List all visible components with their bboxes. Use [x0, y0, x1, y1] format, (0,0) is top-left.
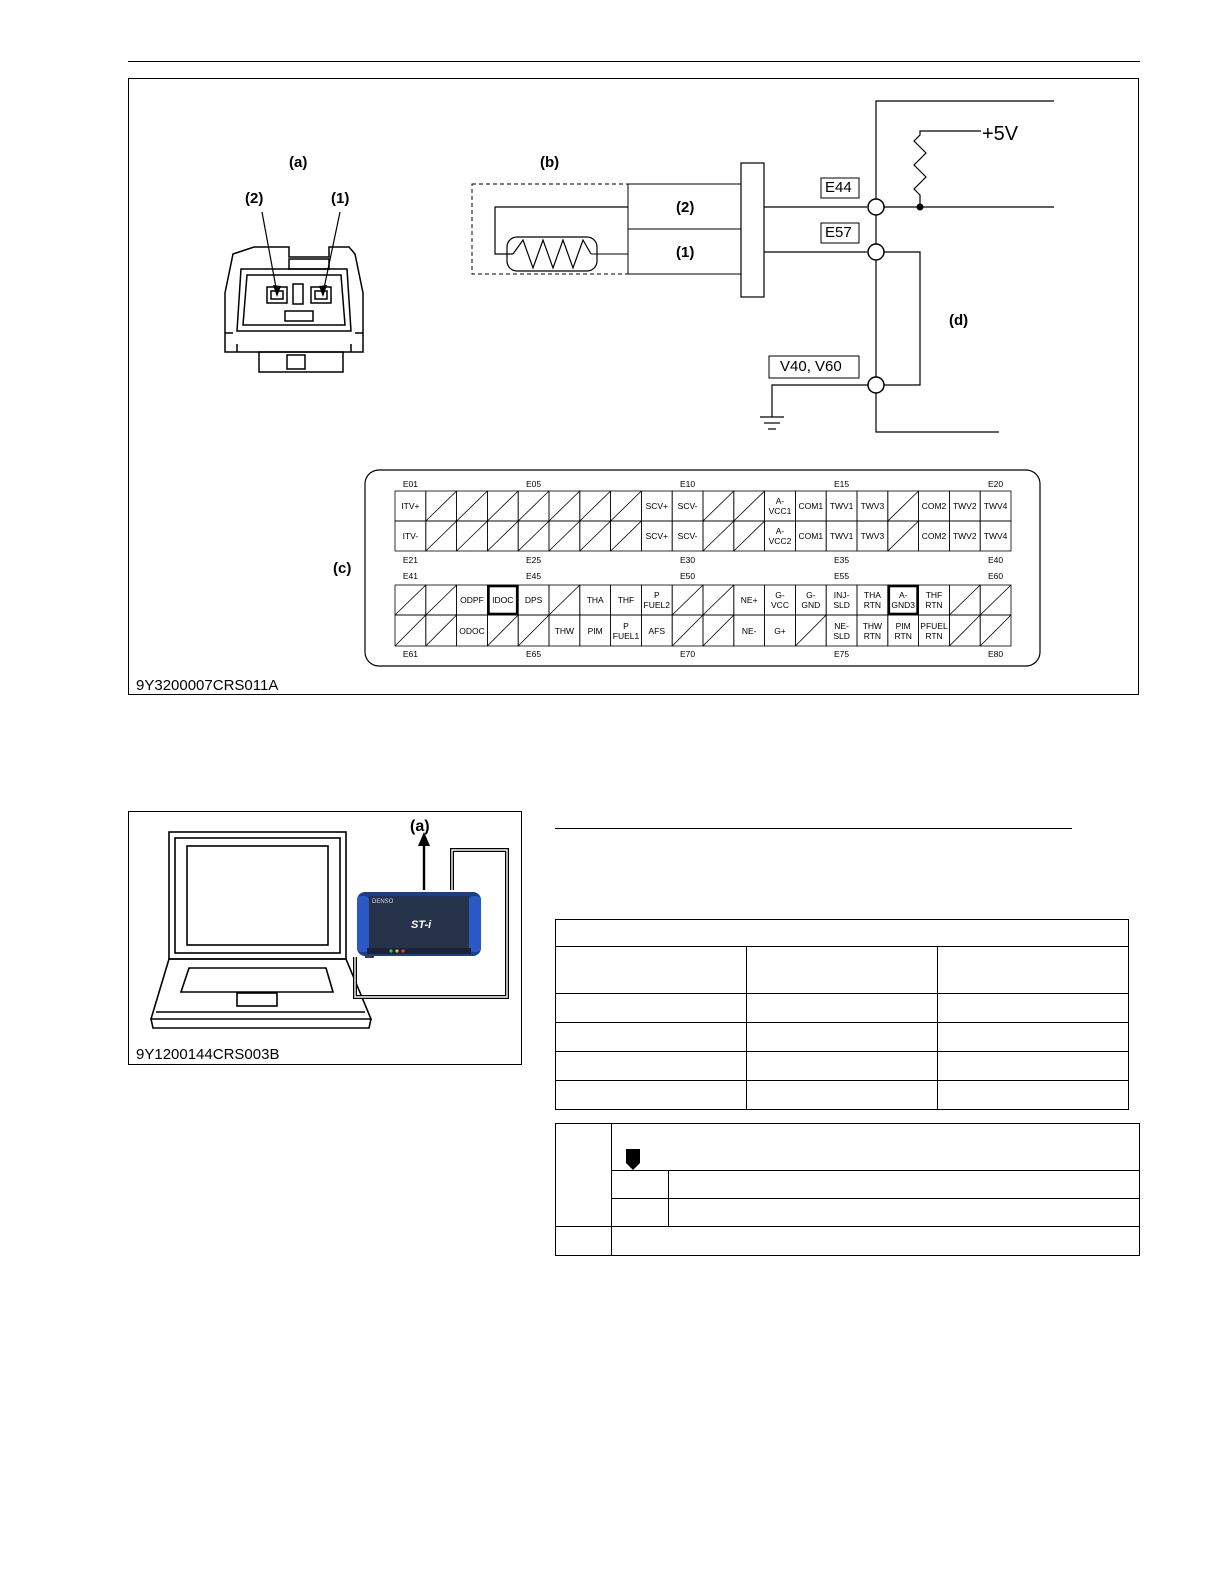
pin-label: PFUEL RTN	[920, 620, 948, 641]
pin-label: IDOC	[492, 595, 514, 605]
pin-label: A- VCC2	[768, 526, 792, 546]
pullup-resistor	[914, 131, 981, 207]
device-brand: DENSO	[372, 899, 394, 905]
result-cell	[612, 1199, 669, 1227]
ecu-outline	[876, 101, 1054, 432]
pin-label: COM1	[798, 531, 824, 541]
pin-label: G+	[774, 625, 786, 636]
section-title-rule	[555, 828, 1072, 829]
pin-label: COM2	[921, 531, 947, 541]
result-header-cell	[612, 1124, 1140, 1171]
label-c: (c)	[333, 560, 352, 577]
result-cell	[612, 1171, 669, 1199]
pin-label: COM2	[921, 501, 947, 511]
result-table	[555, 1123, 1140, 1256]
result-cell	[556, 1227, 612, 1256]
pin-label: THW	[554, 625, 575, 636]
pin-number: E41	[402, 571, 418, 581]
pin-label: DPS	[524, 595, 543, 605]
label-a: (a)	[289, 154, 308, 171]
pin-label: A- GND3	[891, 590, 915, 610]
pin-label: ODPF	[460, 595, 484, 605]
pin-label: ITV-	[402, 531, 419, 541]
supply-voltage: +5V	[982, 123, 1019, 145]
pin-label: SCV-	[677, 531, 698, 541]
specification-table	[555, 919, 1129, 1110]
pin-label: AFS	[648, 625, 666, 636]
label-pin2: (2)	[245, 190, 264, 207]
pin-label: TWV4	[983, 501, 1008, 511]
pin-number: E10	[680, 479, 696, 489]
pin-label: PIM RTN	[894, 620, 912, 641]
pin-number: E60	[988, 571, 1004, 581]
pin-number: E21	[402, 555, 418, 565]
pin-label: P FUEL1	[612, 620, 640, 641]
result-cell	[612, 1227, 1140, 1256]
label-pin1: (1)	[331, 190, 350, 207]
pin-label: THA RTN	[863, 590, 882, 610]
wire-label-2: (2)	[676, 199, 695, 216]
pin-number: E25	[526, 555, 542, 565]
pin-label: NE-	[741, 625, 757, 636]
pin-label: INJ- SLD	[833, 590, 850, 610]
pin-label: ODOC	[459, 625, 485, 636]
result-cell	[669, 1199, 1140, 1227]
label-a: (a)	[410, 818, 430, 835]
terminal-v40-v60: V40, V60	[780, 358, 842, 375]
laptop-keyboard	[181, 968, 333, 992]
result-cell	[669, 1171, 1140, 1199]
spec-header-cell	[938, 947, 1129, 994]
table-row	[556, 994, 1129, 1023]
spec-header-cell	[556, 947, 747, 994]
pin-number: E55	[834, 571, 850, 581]
pin-label: SCV-	[677, 501, 698, 511]
laptop-and-adapter-illustration	[129, 812, 523, 1066]
pin-number: E45	[526, 571, 542, 581]
device-name: ST-i	[411, 919, 432, 931]
pin-number: E01	[402, 479, 418, 489]
pin-label: ITV+	[401, 501, 420, 511]
pin-label: G- GND	[801, 590, 821, 610]
pin-label: SCV+	[645, 501, 669, 511]
pin-label: G- VCC	[771, 590, 789, 610]
wire-label-1: (1)	[676, 244, 695, 261]
figure-code-2: 9Y1200144CRS003B	[136, 1046, 280, 1063]
pin-label: NE+	[740, 595, 758, 605]
diagnostic-tool-figure	[128, 811, 522, 1065]
pin-number: E35	[834, 555, 850, 565]
pin-number: E15	[834, 479, 850, 489]
pin-label: THF RTN	[925, 590, 943, 610]
label-d: (d)	[949, 312, 969, 329]
pin-label: TWV3	[860, 531, 885, 541]
pin-label: TWV4	[983, 531, 1008, 541]
result-cell	[556, 1124, 612, 1227]
pin-number: E61	[402, 649, 418, 659]
pin-label: SCV+	[645, 531, 669, 541]
terminal-e44: E44	[825, 179, 852, 196]
terminal-e57: E57	[825, 224, 852, 241]
wiring-figure	[128, 78, 1139, 695]
pin-label: THF	[617, 595, 635, 605]
pin-number: E70	[680, 649, 696, 659]
laptop-screen	[169, 832, 346, 959]
pin-label: P FUEL2	[643, 590, 671, 610]
pin-label: THA	[586, 595, 604, 605]
pin-label: TWV1	[829, 501, 854, 511]
pin-number: E20	[988, 479, 1004, 489]
pin-number: E80	[988, 649, 1004, 659]
marker-icon	[624, 1147, 642, 1171]
pin-number: E75	[834, 649, 850, 659]
header-rule	[128, 61, 1140, 62]
connector-drawing	[225, 247, 363, 372]
pin-label: TWV2	[952, 501, 977, 511]
pin-number: E40	[988, 555, 1004, 565]
thermistor-symbol	[513, 240, 591, 268]
pin-label: COM1	[798, 501, 824, 511]
pin-label: TWV1	[829, 531, 854, 541]
pin-number: E30	[680, 555, 696, 565]
table-row	[556, 1081, 1129, 1110]
table-row	[556, 1023, 1129, 1052]
pin-number: E05	[526, 479, 542, 489]
pin-number: E65	[526, 649, 542, 659]
pin-label: THW RTN	[862, 620, 883, 641]
pin-label: PIM	[587, 625, 603, 636]
spec-header-cell	[747, 947, 938, 994]
pin-number: E50	[680, 571, 696, 581]
pin-label: TWV3	[860, 501, 885, 511]
pin-label: A- VCC1	[768, 496, 792, 516]
spec-title-cell	[556, 920, 1129, 947]
pin-label: NE- SLD	[833, 620, 850, 641]
label-b: (b)	[540, 154, 560, 171]
figure-code-1: 9Y3200007CRS011A	[136, 677, 279, 694]
pin-label: TWV2	[952, 531, 977, 541]
table-row	[556, 1052, 1129, 1081]
